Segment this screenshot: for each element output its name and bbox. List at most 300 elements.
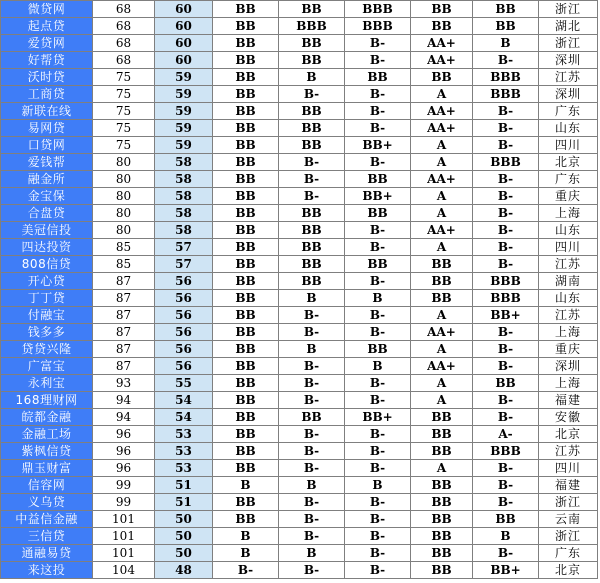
region-cell: 四川 <box>539 239 598 256</box>
grade-cell-4: A <box>411 239 473 256</box>
grade-cell-3: B- <box>345 52 411 69</box>
rank-cell: 58 <box>155 154 213 171</box>
region-cell: 江苏 <box>539 256 598 273</box>
grade-cell-5: B- <box>473 324 539 341</box>
grade-cell-5: B <box>473 35 539 52</box>
grade-cell-2: B- <box>279 188 345 205</box>
region-cell: 浙江 <box>539 528 598 545</box>
grade-cell-1: BB <box>213 137 279 154</box>
score-cell: 68 <box>93 52 155 69</box>
grade-cell-5: B- <box>473 545 539 562</box>
grade-cell-5: B- <box>473 205 539 222</box>
table-row <box>1 409 598 426</box>
grade-cell-2: BB <box>279 35 345 52</box>
grade-cell-2: B- <box>279 358 345 375</box>
score-cell: 93 <box>93 375 155 392</box>
platform-name-cell: 紫枫信贷 <box>1 443 93 460</box>
score-cell: 87 <box>93 307 155 324</box>
grade-cell-4: BB <box>411 494 473 511</box>
rank-cell: 50 <box>155 528 213 545</box>
table-row <box>1 324 598 341</box>
grade-cell-3: BB <box>345 69 411 86</box>
platform-name-cell: 融金所 <box>1 171 93 188</box>
grade-cell-3: B- <box>345 35 411 52</box>
rank-cell: 51 <box>155 477 213 494</box>
table-row <box>1 222 598 239</box>
table-row <box>1 273 598 290</box>
grade-cell-4: BB <box>411 528 473 545</box>
grade-cell-1: BB <box>213 426 279 443</box>
score-cell: 94 <box>93 409 155 426</box>
grade-cell-2: BB <box>279 205 345 222</box>
grade-cell-3: BB <box>345 171 411 188</box>
grade-cell-1: BB <box>213 171 279 188</box>
grade-cell-5: B- <box>473 409 539 426</box>
rank-cell: 60 <box>155 18 213 35</box>
region-cell: 北京 <box>539 154 598 171</box>
grade-cell-4: A <box>411 205 473 222</box>
grade-cell-3: B- <box>345 426 411 443</box>
platform-name-cell: 信容网 <box>1 477 93 494</box>
region-cell: 深圳 <box>539 86 598 103</box>
platform-name-cell: 起点贷 <box>1 18 93 35</box>
grade-cell-2: BB <box>279 137 345 154</box>
region-cell: 北京 <box>539 562 598 579</box>
grade-cell-4: BB <box>411 256 473 273</box>
grade-cell-2: BB <box>279 409 345 426</box>
table-body <box>1 1 598 579</box>
grade-cell-1: BB <box>213 18 279 35</box>
platform-name-cell: 来这投 <box>1 562 93 579</box>
platform-name-cell: 808信贷 <box>1 256 93 273</box>
region-cell: 浙江 <box>539 35 598 52</box>
grade-cell-5: B- <box>473 341 539 358</box>
grade-cell-2: B- <box>279 511 345 528</box>
grade-cell-1: BB <box>213 154 279 171</box>
grade-cell-1: B- <box>213 562 279 579</box>
score-cell: 104 <box>93 562 155 579</box>
table-row <box>1 511 598 528</box>
grade-cell-2: B- <box>279 86 345 103</box>
table-row <box>1 307 598 324</box>
grade-cell-1: BB <box>213 103 279 120</box>
platform-name-cell: 贷贷兴隆 <box>1 341 93 358</box>
grade-cell-5: B- <box>473 222 539 239</box>
platform-name-cell: 广富宝 <box>1 358 93 375</box>
rank-cell: 60 <box>155 1 213 18</box>
grade-cell-4: A <box>411 188 473 205</box>
grade-cell-4: AA+ <box>411 324 473 341</box>
grade-cell-3: BBB <box>345 18 411 35</box>
platform-name-cell: 义乌贷 <box>1 494 93 511</box>
grade-cell-3: B- <box>345 86 411 103</box>
platform-name-cell: 新联在线 <box>1 103 93 120</box>
table-row <box>1 86 598 103</box>
region-cell: 山东 <box>539 290 598 307</box>
grade-cell-4: BB <box>411 409 473 426</box>
grade-cell-5: B <box>473 528 539 545</box>
score-cell: 87 <box>93 358 155 375</box>
grade-cell-2: B <box>279 290 345 307</box>
region-cell: 安徽 <box>539 409 598 426</box>
rank-cell: 53 <box>155 426 213 443</box>
grade-cell-5: BB <box>473 511 539 528</box>
grade-cell-3: B <box>345 477 411 494</box>
grade-cell-2: B- <box>279 392 345 409</box>
table-row <box>1 18 598 35</box>
grade-cell-5: BBB <box>473 273 539 290</box>
grade-cell-3: B- <box>345 460 411 477</box>
grade-cell-2: B <box>279 69 345 86</box>
platform-name-cell: 口贷网 <box>1 137 93 154</box>
region-cell: 上海 <box>539 205 598 222</box>
grade-cell-4: A <box>411 307 473 324</box>
grade-cell-4: BB <box>411 426 473 443</box>
grade-cell-3: BB <box>345 341 411 358</box>
rank-cell: 60 <box>155 35 213 52</box>
grade-cell-4: BB <box>411 69 473 86</box>
region-cell: 四川 <box>539 460 598 477</box>
rank-cell: 56 <box>155 307 213 324</box>
rank-cell: 56 <box>155 290 213 307</box>
platform-name-cell: 四达投资 <box>1 239 93 256</box>
region-cell: 福建 <box>539 477 598 494</box>
rank-cell: 50 <box>155 545 213 562</box>
rank-cell: 58 <box>155 188 213 205</box>
table-row <box>1 341 598 358</box>
grade-cell-5: BB <box>473 1 539 18</box>
grade-cell-1: BB <box>213 443 279 460</box>
grade-cell-2: B- <box>279 171 345 188</box>
grade-cell-5: BBB <box>473 154 539 171</box>
grade-cell-4: BB <box>411 477 473 494</box>
grade-cell-3: B- <box>345 103 411 120</box>
score-cell: 75 <box>93 137 155 154</box>
table-row <box>1 171 598 188</box>
grade-cell-1: BB <box>213 392 279 409</box>
grade-cell-5: BB+ <box>473 307 539 324</box>
grade-cell-5: B- <box>473 137 539 154</box>
score-cell: 101 <box>93 511 155 528</box>
score-cell: 99 <box>93 494 155 511</box>
grade-cell-2: B- <box>279 375 345 392</box>
rank-cell: 56 <box>155 273 213 290</box>
platform-name-cell: 好帮贷 <box>1 52 93 69</box>
table-row <box>1 120 598 137</box>
rank-cell: 50 <box>155 511 213 528</box>
table-row <box>1 358 598 375</box>
rank-cell: 59 <box>155 86 213 103</box>
table-row <box>1 460 598 477</box>
grade-cell-4: A <box>411 375 473 392</box>
table-row <box>1 443 598 460</box>
table-row <box>1 1 598 18</box>
grade-cell-3: BB+ <box>345 137 411 154</box>
platform-name-cell: 付融宝 <box>1 307 93 324</box>
table-row <box>1 103 598 120</box>
rank-cell: 57 <box>155 256 213 273</box>
region-cell: 四川 <box>539 137 598 154</box>
platform-name-cell: 易网贷 <box>1 120 93 137</box>
grade-cell-1: BB <box>213 290 279 307</box>
region-cell: 江苏 <box>539 307 598 324</box>
rank-cell: 59 <box>155 69 213 86</box>
grade-cell-3: B <box>345 290 411 307</box>
platform-name-cell: 永利宝 <box>1 375 93 392</box>
region-cell: 深圳 <box>539 52 598 69</box>
table-row <box>1 69 598 86</box>
table-row <box>1 239 598 256</box>
platform-name-cell: 合盘贷 <box>1 205 93 222</box>
region-cell: 山东 <box>539 222 598 239</box>
grade-cell-4: A <box>411 392 473 409</box>
platform-name-cell: 爱钱帮 <box>1 154 93 171</box>
table-row <box>1 154 598 171</box>
score-cell: 80 <box>93 171 155 188</box>
grade-cell-5: B- <box>473 358 539 375</box>
grade-cell-3: B- <box>345 375 411 392</box>
rank-cell: 59 <box>155 120 213 137</box>
grade-cell-5: B- <box>473 120 539 137</box>
region-cell: 浙江 <box>539 494 598 511</box>
grade-cell-3: B- <box>345 392 411 409</box>
table-row <box>1 477 598 494</box>
grade-cell-2: B <box>279 341 345 358</box>
grade-cell-3: B- <box>345 562 411 579</box>
region-cell: 上海 <box>539 324 598 341</box>
rank-cell: 60 <box>155 52 213 69</box>
grade-cell-1: BB <box>213 1 279 18</box>
region-cell: 深圳 <box>539 358 598 375</box>
grade-cell-4: BB <box>411 545 473 562</box>
grade-cell-1: BB <box>213 35 279 52</box>
grade-cell-1: BB <box>213 222 279 239</box>
grade-cell-1: BB <box>213 494 279 511</box>
grade-cell-2: B <box>279 477 345 494</box>
grade-cell-5: B- <box>473 460 539 477</box>
table-row <box>1 545 598 562</box>
rank-cell: 58 <box>155 171 213 188</box>
grade-cell-1: BB <box>213 188 279 205</box>
region-cell: 湖北 <box>539 18 598 35</box>
region-cell: 广东 <box>539 171 598 188</box>
region-cell: 广东 <box>539 103 598 120</box>
table-row <box>1 528 598 545</box>
grade-cell-4: A <box>411 341 473 358</box>
grade-cell-4: AA+ <box>411 52 473 69</box>
rank-cell: 59 <box>155 103 213 120</box>
grade-cell-2: B <box>279 545 345 562</box>
region-cell: 上海 <box>539 375 598 392</box>
grade-cell-5: B- <box>473 256 539 273</box>
grade-cell-3: B- <box>345 273 411 290</box>
grade-cell-5: B- <box>473 171 539 188</box>
platform-name-cell: 工商贷 <box>1 86 93 103</box>
table-row <box>1 205 598 222</box>
table-row <box>1 290 598 307</box>
score-cell: 80 <box>93 188 155 205</box>
table-row <box>1 562 598 579</box>
grade-cell-1: BB <box>213 69 279 86</box>
grade-cell-2: B- <box>279 562 345 579</box>
score-cell: 85 <box>93 239 155 256</box>
score-cell: 87 <box>93 324 155 341</box>
rank-cell: 55 <box>155 375 213 392</box>
table-row <box>1 494 598 511</box>
grade-cell-1: BB <box>213 86 279 103</box>
score-cell: 99 <box>93 477 155 494</box>
table-row <box>1 52 598 69</box>
score-cell: 85 <box>93 256 155 273</box>
grade-cell-1: BB <box>213 52 279 69</box>
grade-cell-1: BB <box>213 341 279 358</box>
grade-cell-5: B- <box>473 494 539 511</box>
grade-cell-3: B- <box>345 545 411 562</box>
platform-name-cell: 微贷网 <box>1 1 93 18</box>
score-cell: 96 <box>93 443 155 460</box>
grade-cell-4: BB <box>411 290 473 307</box>
region-cell: 云南 <box>539 511 598 528</box>
grade-cell-2: B- <box>279 426 345 443</box>
score-cell: 80 <box>93 222 155 239</box>
grade-cell-1: BB <box>213 273 279 290</box>
score-cell: 87 <box>93 341 155 358</box>
grade-cell-3: B- <box>345 494 411 511</box>
grade-cell-2: B- <box>279 154 345 171</box>
grade-cell-4: A <box>411 137 473 154</box>
grade-cell-1: BB <box>213 120 279 137</box>
platform-name-cell: 168理财网 <box>1 392 93 409</box>
region-cell: 重庆 <box>539 341 598 358</box>
grade-cell-4: BB <box>411 443 473 460</box>
rank-cell: 56 <box>155 341 213 358</box>
grade-cell-3: B- <box>345 222 411 239</box>
score-cell: 75 <box>93 103 155 120</box>
grade-cell-5: BBB <box>473 443 539 460</box>
table-row <box>1 426 598 443</box>
region-cell: 浙江 <box>539 1 598 18</box>
grade-cell-3: B- <box>345 528 411 545</box>
rank-cell: 56 <box>155 358 213 375</box>
platform-name-cell: 皖都金融 <box>1 409 93 426</box>
grade-cell-4: AA+ <box>411 222 473 239</box>
grade-cell-2: BB <box>279 52 345 69</box>
grade-cell-2: BBB <box>279 18 345 35</box>
grade-cell-1: BB <box>213 324 279 341</box>
grade-cell-4: AA+ <box>411 35 473 52</box>
platform-name-cell: 中益信金融 <box>1 511 93 528</box>
grade-cell-5: BBB <box>473 290 539 307</box>
region-cell: 福建 <box>539 392 598 409</box>
region-cell: 广东 <box>539 545 598 562</box>
score-cell: 75 <box>93 86 155 103</box>
grade-cell-3: B- <box>345 239 411 256</box>
grade-cell-5: BBB <box>473 69 539 86</box>
grade-cell-1: BB <box>213 256 279 273</box>
grade-cell-4: A <box>411 460 473 477</box>
grade-cell-4: AA+ <box>411 171 473 188</box>
platform-name-cell: 金融工场 <box>1 426 93 443</box>
platform-name-cell: 金宝保 <box>1 188 93 205</box>
region-cell: 江苏 <box>539 443 598 460</box>
grade-cell-3: BB+ <box>345 188 411 205</box>
region-cell: 湖南 <box>539 273 598 290</box>
rank-cell: 56 <box>155 324 213 341</box>
grade-cell-5: B- <box>473 52 539 69</box>
grade-cell-5: B- <box>473 239 539 256</box>
platform-name-cell: 丁丁贷 <box>1 290 93 307</box>
grade-cell-3: BB <box>345 205 411 222</box>
grade-cell-1: BB <box>213 409 279 426</box>
grade-cell-2: BB <box>279 239 345 256</box>
grade-cell-1: BB <box>213 358 279 375</box>
score-cell: 68 <box>93 1 155 18</box>
grade-cell-4: BB <box>411 511 473 528</box>
platform-name-cell: 通融易贷 <box>1 545 93 562</box>
score-cell: 101 <box>93 545 155 562</box>
grade-cell-2: B- <box>279 324 345 341</box>
platform-name-cell: 沃时贷 <box>1 69 93 86</box>
grade-cell-3: BBB <box>345 1 411 18</box>
score-cell: 87 <box>93 273 155 290</box>
table-row <box>1 188 598 205</box>
platform-name-cell: 鼎玉财富 <box>1 460 93 477</box>
grade-cell-5: BB <box>473 375 539 392</box>
score-cell: 75 <box>93 69 155 86</box>
grade-cell-5: BB+ <box>473 562 539 579</box>
grade-cell-1: B <box>213 528 279 545</box>
score-cell: 80 <box>93 154 155 171</box>
grade-cell-2: B- <box>279 528 345 545</box>
grade-cell-1: BB <box>213 460 279 477</box>
grade-cell-4: BB <box>411 1 473 18</box>
grade-cell-5: B- <box>473 103 539 120</box>
grade-cell-4: AA+ <box>411 358 473 375</box>
rank-cell: 53 <box>155 443 213 460</box>
grade-cell-1: BB <box>213 205 279 222</box>
grade-cell-4: BB <box>411 18 473 35</box>
grade-cell-1: BB <box>213 239 279 256</box>
score-cell: 96 <box>93 426 155 443</box>
grade-cell-5: A- <box>473 426 539 443</box>
region-cell: 江苏 <box>539 69 598 86</box>
region-cell: 山东 <box>539 120 598 137</box>
rank-cell: 57 <box>155 239 213 256</box>
rank-cell: 51 <box>155 494 213 511</box>
grade-cell-2: BB <box>279 273 345 290</box>
score-cell: 75 <box>93 120 155 137</box>
grade-cell-1: BB <box>213 375 279 392</box>
grade-cell-3: BB+ <box>345 409 411 426</box>
grade-cell-2: BB <box>279 222 345 239</box>
table-row <box>1 375 598 392</box>
rank-cell: 53 <box>155 460 213 477</box>
grade-cell-1: BB <box>213 307 279 324</box>
grade-cell-5: B- <box>473 392 539 409</box>
score-cell: 87 <box>93 290 155 307</box>
region-cell: 北京 <box>539 426 598 443</box>
platform-name-cell: 美冠信投 <box>1 222 93 239</box>
grade-cell-5: B- <box>473 477 539 494</box>
grade-cell-2: BB <box>279 103 345 120</box>
rank-cell: 58 <box>155 222 213 239</box>
score-cell: 94 <box>93 392 155 409</box>
grade-cell-2: BB <box>279 120 345 137</box>
grade-cell-3: B- <box>345 443 411 460</box>
grade-cell-1: B <box>213 545 279 562</box>
grade-cell-4: A <box>411 86 473 103</box>
rank-cell: 58 <box>155 205 213 222</box>
